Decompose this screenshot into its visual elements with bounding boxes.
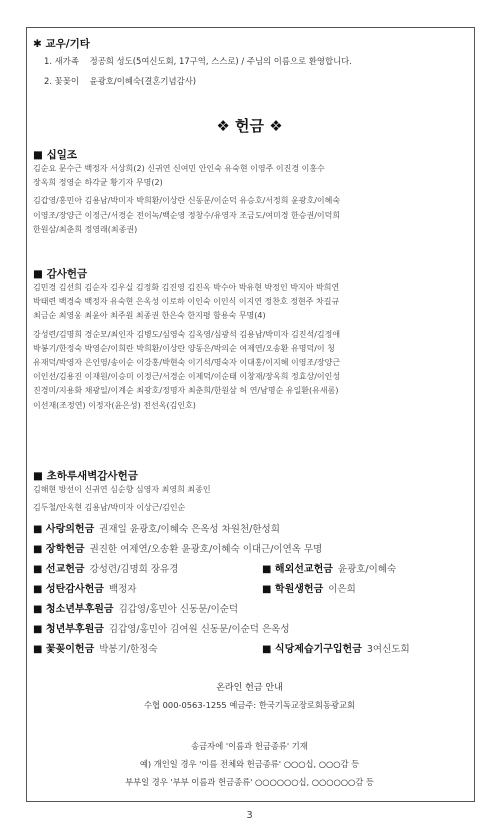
notice-item-label: 1. 새가족 xyxy=(44,56,79,66)
dawn-header: ■ 초하루새벽감사헌금 xyxy=(33,470,138,482)
category-names: 3여신도회 xyxy=(366,644,410,655)
sender-example-individual: 예) 개인일 경우 '이름 전체와 헌금종류' ○○○십, ○○○감 등 xyxy=(139,759,360,769)
category-names: 김갑영/홍민아 김여원 신동문/이순덕 은옥성 xyxy=(108,624,290,635)
notice-item-text: 윤광호/이혜숙(결혼기념감사) xyxy=(89,76,197,86)
category-flower xyxy=(33,640,158,655)
category-names: 윤광호/이혜숙 xyxy=(337,564,397,575)
name-line: 이인선/김용진 이재원/이승미 이정근/서경순 이제덕/이순태 이창재/장옥희 정효상/이인성 xyxy=(33,372,341,382)
category-young-adult-support xyxy=(33,620,290,635)
notice-item-label: 2. 꽃꽂이 xyxy=(44,76,79,86)
sender-example-couple: 부부일 경우 '부부 이름과 헌금종류' ○○○○○○십, ○○○○○○감 등 xyxy=(125,777,374,787)
category-overseas-mission xyxy=(262,560,396,575)
category-names: 강성련/김명희 장유경 xyxy=(89,564,179,575)
category-scholarship xyxy=(33,540,322,555)
thanks-header: ■ 감사헌금 xyxy=(33,268,88,280)
category-label: ■ 장학헌금 xyxy=(33,544,85,555)
category-names: 박봉기/한정숙 xyxy=(99,644,158,655)
category-mission xyxy=(33,560,178,575)
category-names: 김갑영/홍민아 신동문/이순덕 xyxy=(118,604,239,615)
online-account: 수협 000-0563-1255 예금주: 한국기독교장로회동광교회 xyxy=(143,700,355,710)
tithe-names xyxy=(33,162,467,237)
name-line: 이영조/장양근 이정근/서경순 전이녹/백순영 정창수/유영자 조금도/여미경 한승권/이덕희 xyxy=(33,210,341,220)
category-label: ■ 성탄감사헌금 xyxy=(33,584,104,595)
name-line: 박봉기/한정숙 박영순/이희란 박희환/이상란 양동은/박의순 여제연/오송환 유명덕/이 청 xyxy=(33,343,335,353)
name-line: 박태련 백경숙 백정자 유숙현 은옥성 이로하 이인숙 이인식 이지연 정찬호 정현주 차길규 xyxy=(33,297,340,307)
name-line: 김갑영/홍민아 김용남/박미자 박희환/이상란 신동문/이순덕 유승호/서정희 윤광호/이혜숙 xyxy=(33,196,341,206)
category-names: 이은희 xyxy=(328,584,356,595)
notice-item-flowers xyxy=(44,75,196,87)
tithe-header: ■ 십일조 xyxy=(33,149,78,161)
category-label: ■ 해외선교헌금 xyxy=(262,564,333,575)
name-line: 유재덕/박영자 은인영/송이순 이강홍/박현숙 이기석/명숙자 이대홍/이지혜 이영조/장양근 xyxy=(33,358,341,368)
name-line: 장옥희 정영순 하각균 황기자 무명(2) xyxy=(33,178,163,188)
category-label: ■ 청소년부후원금 xyxy=(33,604,114,615)
offering-title: ❖ 헌금 ❖ xyxy=(216,117,283,135)
category-christmas xyxy=(33,580,136,595)
name-line: 진경미/지용화 채광일/이계순 최광호/정명자 최춘희/한원삼 허 연/남명순 유일환(유새롬) xyxy=(33,386,339,396)
category-label: ■ 청년부후원금 xyxy=(33,624,104,635)
category-label: ■ 꽃꽂이헌금 xyxy=(33,644,95,655)
category-academy xyxy=(262,580,356,595)
name-line: 김순요 문수근 백정자 서상희(2) 신귀연 신여민 안인숙 유숙현 이영주 이진경 이홍수 xyxy=(33,164,325,173)
name-line: 김해현 방선이 신귀연 심순향 심영자 최영희 최종인 xyxy=(33,485,211,494)
notice-item-text: 정공희 성도(5여신도회, 17구역, 스스로) / 주님의 이름으로 환영합니다. xyxy=(89,56,352,66)
name-line: 강성련/김명희 경순모/최인자 김병도/심영숙 김옥영/심광석 김용남/박미자 김진석/김정애 xyxy=(33,329,341,339)
category-love xyxy=(33,520,280,535)
name-line: 최금순 최영웅 최윤아 최주원 최종권 한은숙 한지평 함용숙 무명(4) xyxy=(33,311,266,321)
online-title: 온라인 헌금 안내 xyxy=(216,683,283,693)
name-line: 한원삼/최춘희 정영래(최종권) xyxy=(33,224,138,234)
category-label: ■ 식당제습기구입헌금 xyxy=(262,644,362,655)
category-youth-support xyxy=(33,600,238,615)
category-names: 권재일 윤광호/이혜숙 은옥성 차원천/한성희 xyxy=(99,524,280,535)
thanks-names xyxy=(33,281,467,413)
category-label: ■ 사랑의헌금 xyxy=(33,524,95,535)
notice-item-new-family xyxy=(44,55,352,67)
notice-header: ✱ 교우/기타 xyxy=(33,38,90,50)
dawn-names xyxy=(33,483,467,515)
name-line: 이선재(조정연) 이정자(윤은성) 전선옥(김인호) xyxy=(33,400,196,410)
category-label: ■ 학원생헌금 xyxy=(262,584,324,595)
category-label: ■ 선교헌금 xyxy=(33,564,85,575)
page-number: 3 xyxy=(246,810,253,821)
name-line: 김민경 김선희 김순자 김우실 김정화 김진영 김진옥 박수아 박유현 박정인 박지아 박희연 xyxy=(33,283,340,292)
name-line: 김두철/안옥현 김용남/박미자 이상근/김인순 xyxy=(33,503,186,513)
category-dehumidifier xyxy=(262,640,410,655)
sender-title: 송금자에 '이름과 헌금종류' 기재 xyxy=(191,741,308,751)
category-names: 권진한 여제연/오송환 윤광호/이혜숙 이대근/이연옥 무명 xyxy=(89,544,323,555)
category-names: 백정자 xyxy=(108,584,137,595)
